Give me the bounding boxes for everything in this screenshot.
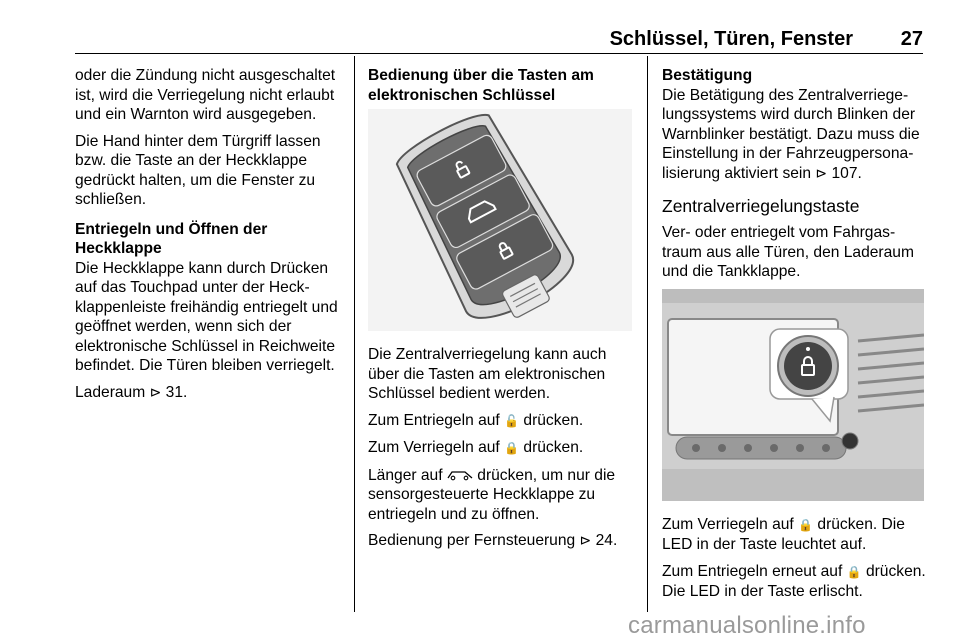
section-heading: Zentralverriegelungstaste [662,196,860,216]
cross-reference[interactable]: Laderaum ⊳ 31. [75,383,188,401]
lock-icon: 🔒 [846,564,862,579]
watermark: carmanualsonline.info [628,612,866,639]
arrow-icon: ⊳ [149,383,162,400]
paragraph: Zum Verriegeln auf 🔒 drücken. Die LED in der Taste leuchtet auf. [662,515,905,553]
column-divider-2 [647,56,648,612]
paragraph: Zum Entriegeln erneut auf 🔒 drücken. Die LED in der Taste erlischt. [662,562,926,600]
page-number: 27 [900,28,923,50]
paragraph: oder die Zündung nicht ausgeschaltet ist, wird die Verriegelung nicht erlaubt und ein Warnton wird ausgegeben. [75,67,336,123]
page-header [75,28,923,50]
paragraph: Die Zentralverriegelung kann auch über die Tasten am elektronischen Schlüssel bedient werden. [368,346,607,402]
cross-reference[interactable]: Bedienung per Fernsteuerung ⊳ 24. [368,532,618,549]
paragraph: Ver- oder entriegelt vom Fahrgastraum aus alle Türen, den Laderaum und die Tankklappe. [662,224,914,280]
column-divider-1 [354,56,355,612]
header-rule [75,53,923,54]
lock-icon: 🔒 [504,441,520,455]
unlock-icon: 🔓 [504,413,520,428]
paragraph: Zum Entriegeln auf 🔓 drücken. [368,411,584,429]
central-locking-button-illustration [662,289,924,501]
tailgate-car-icon [447,469,473,481]
paragraph: Die Hand hinter dem Türgriff lassen bzw. die Taste an der Heckklappe gedrückt halten, um die Fenster zu schließen. [75,132,321,208]
arrow-icon: ⊳ [579,532,592,548]
paragraph: Die Heckklappe kann durch Drücken auf das Touchpad unter der Heckklappenleiste freihändig entriegelt und geöffnet werden, wenn sich der elektronische Schlüssel in Reichweite befindet. Die Türen bleiben verriegelt. [75,259,338,374]
column-1 [75,66,343,409]
paragraph: Die Betätigung des Zentralverriegelungssystems wird durch Blinken der Warnblinker bestätigt. Dazu muss die Einstellung in der Fahrzeugpersonalisierung aktiviert sein ⊳ 107. [662,86,920,182]
page-title: Schlüssel, Türen, Fenster [609,28,853,50]
section-heading: Bestätigung [662,67,753,84]
key-fob-illustration [368,109,632,331]
lock-icon: 🔒 [798,517,814,532]
section-heading: Bedienung über die Tasten am elektronischen Schlüssel [368,67,594,104]
arrow-icon: ⊳ [815,164,828,181]
column-2 [368,66,636,558]
column-3 [662,66,928,609]
section-heading: Entriegeln und Öffnen der Heckklappe [75,220,268,257]
paragraph: Länger auf drücken, um nur die sensorgesteuerte Heckklappe zu entriegeln und zu öffnen. [368,466,616,523]
paragraph: Zum Verriegeln auf 🔒 drücken. [368,439,584,456]
